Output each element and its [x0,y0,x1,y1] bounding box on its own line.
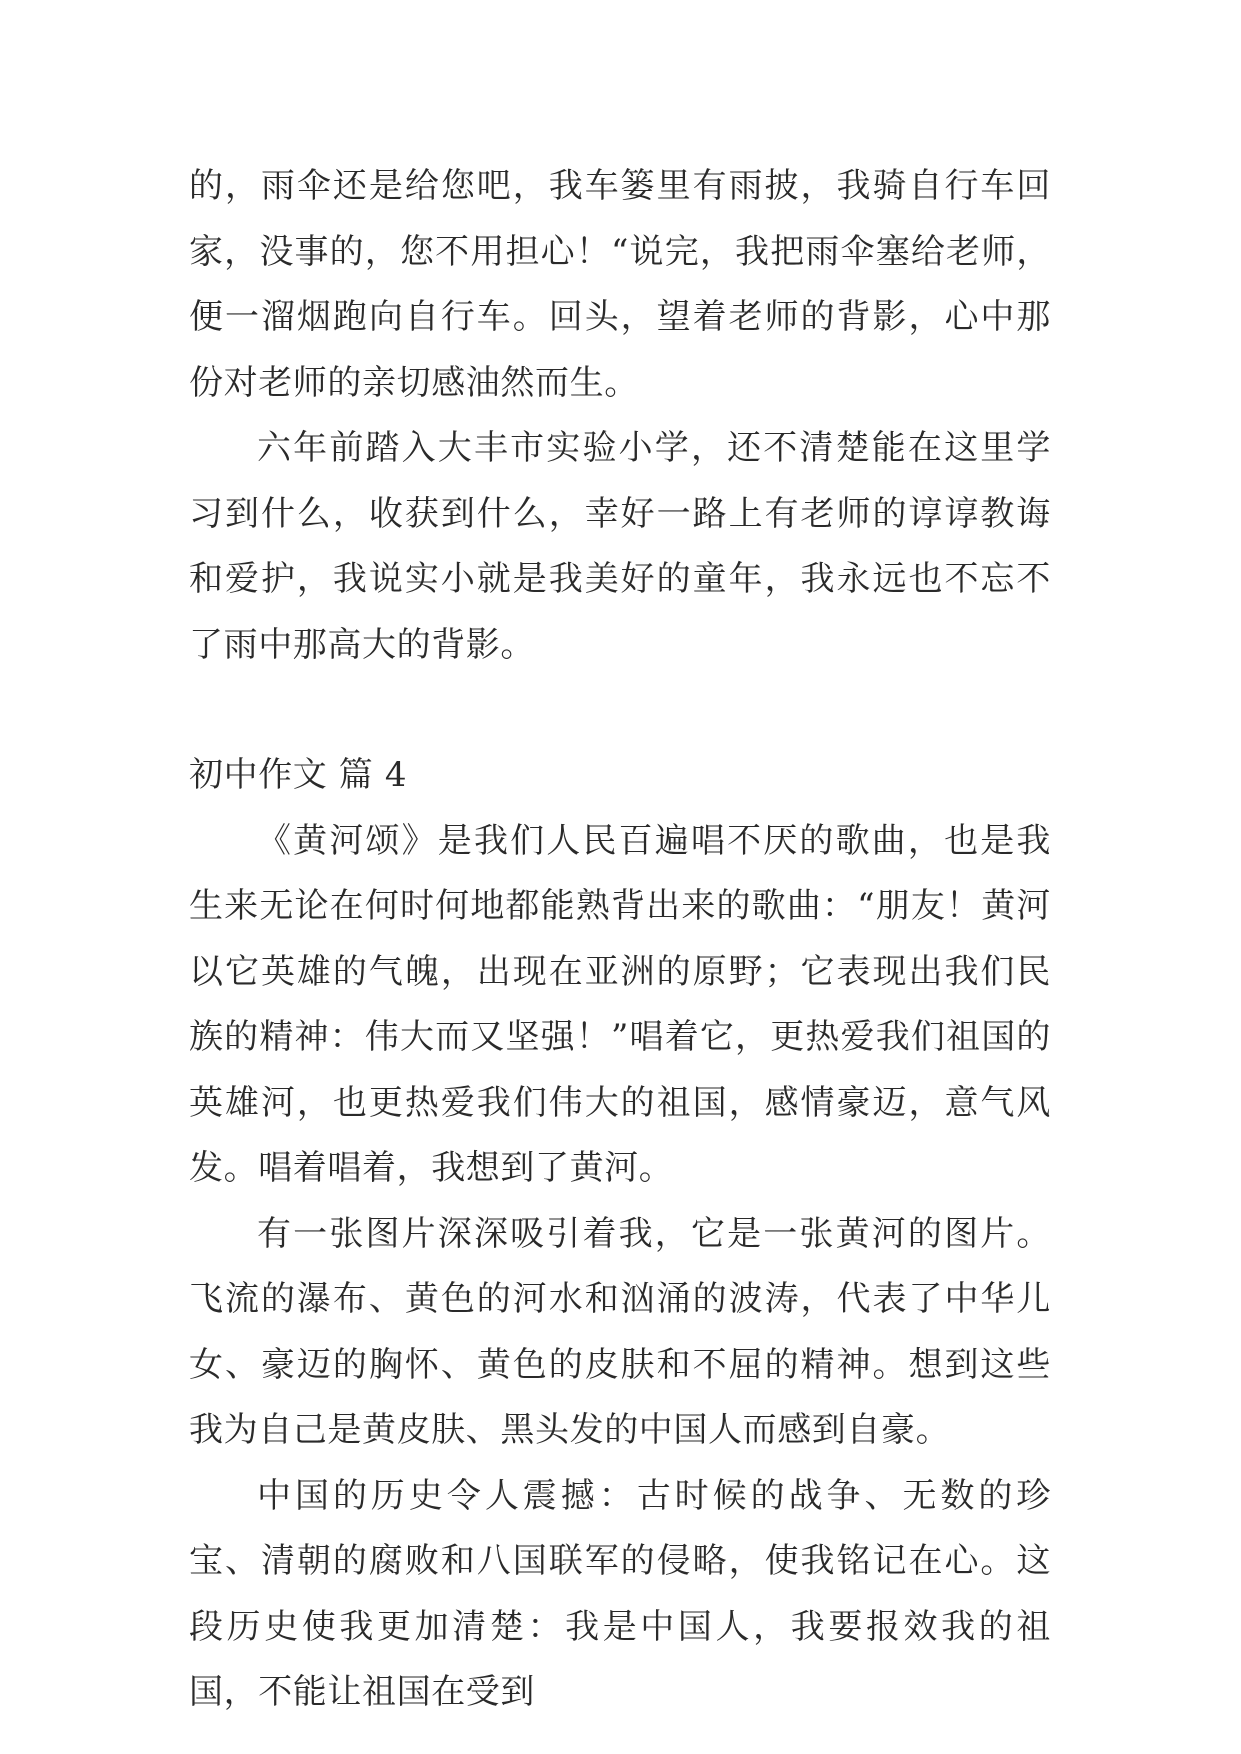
paragraph-yellow-river-song: 《黄河颂》是我们人民百遍唱不厌的歌曲，也是我生来无论在何时何地都能熟背出来的歌曲：“朋友！黄河以它英雄的气魄，出现在亚洲的原野；它表现出我们民族的精神：伟大而又坚强！”唱着它，更热爱我们祖国的英雄河，也更热爱我们伟大的祖国，感情豪迈，意气风发。唱着唱着，我想到了黄河。 [189,820,1051,1188]
paragraph-continuation: 的，雨伞还是给您吧，我车篓里有雨披，我骑自行车回家，没事的，您不用担心！“说完，我把雨伞塞给老师，便一溜烟跑向自行车。回头，望着老师的背影，心中那份对老师的亲切感油然而生。 [189,166,1051,403]
section-heading: 初中作文 篇 4 [189,755,408,795]
paragraph-yellow-river-picture: 有一张图片深深吸引着我，它是一张黄河的图片。飞流的瀑布、黄色的河水和汹涌的波涛，代表了中华儿女、豪迈的胸怀、黄色的皮肤和不屈的精神。想到这些我为自己是黄皮肤、黑头发的中国人而感到自豪。 [189,1213,1051,1450]
paragraph-school-memory: 六年前踏入大丰市实验小学，还不清楚能在这里学习到什么，收获到什么，幸好一路上有老师的谆谆教诲和爱护，我说实小就是我美好的童年，我永远也不忘不了雨中那高大的背影。 [189,428,1051,665]
document-body [189,154,1051,1726]
paragraph-chinese-history: 中国的历史令人震撼：古时候的战争、无数的珍宝、清朝的腐败和八国联军的侵略，使我铭记在心。这段历史使我更加清楚：我是中国人，我要报效我的祖国，不能让祖国在受到 [189,1475,1051,1712]
